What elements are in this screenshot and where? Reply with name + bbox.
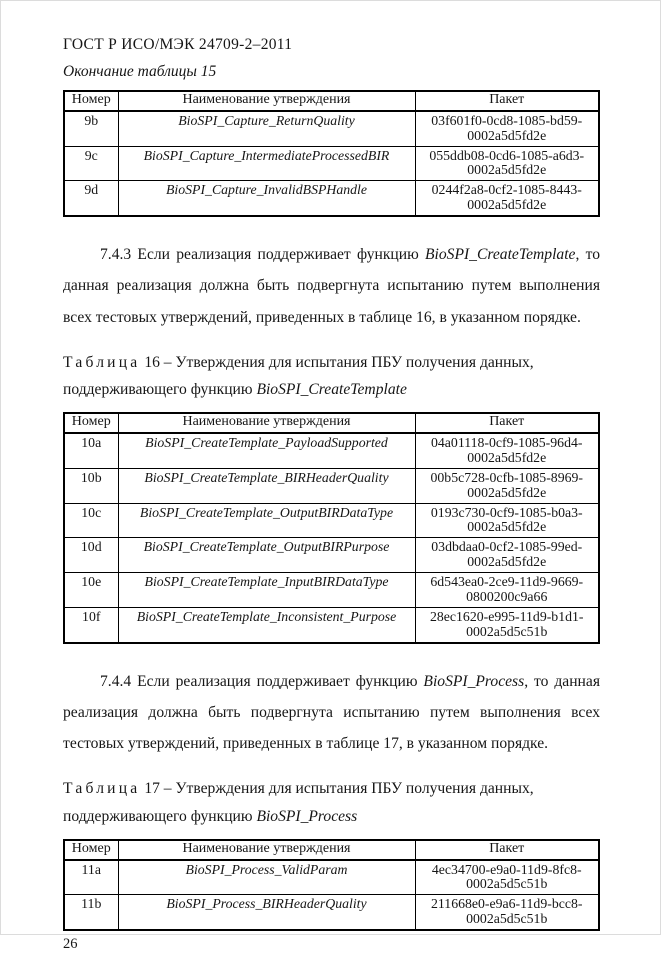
paragraph-text: , то данная реализация должна быть подвергнута испытанию путем выполнения всех тестовых утверждений, приведенных в таблице 17, в указанном порядке. bbox=[63, 672, 600, 753]
function-name-italic: BioSPI_Process bbox=[256, 808, 358, 825]
packet-line-1: 6d543ea0-2ce9-11d9-9669- bbox=[430, 574, 584, 590]
paragraph-7-4-4 bbox=[63, 666, 600, 760]
row-number-cell: 9c bbox=[64, 146, 118, 181]
column-header-name: Наименование утверждения bbox=[118, 91, 415, 111]
column-header-name: Наименование утверждения bbox=[118, 413, 415, 433]
packet-line-1: 211668e0-e9a6-11d9-bcc8- bbox=[431, 896, 583, 912]
table-row bbox=[64, 860, 599, 895]
column-header-packet: Пакет bbox=[415, 91, 599, 111]
table-header-row bbox=[64, 413, 599, 433]
row-number-cell: 10c bbox=[64, 503, 118, 538]
packet-line-1: 055ddb08-0cd6-1085-a6d3- bbox=[429, 147, 585, 163]
page-content bbox=[1, 1, 660, 953]
paragraph-text: , то данная реализация должна быть подвергнута испытанию путем выполнения всех тестовых утверждений, приведенных в таблице 16, в указанном порядке. bbox=[63, 246, 601, 326]
table-16-caption bbox=[63, 349, 600, 405]
row-number-cell: 10b bbox=[64, 468, 118, 503]
table-row bbox=[64, 181, 599, 216]
packet-line-2: 0002a5d5fd2e bbox=[467, 449, 547, 465]
row-number-cell: 11a bbox=[64, 860, 118, 895]
column-header-number: Номер bbox=[64, 413, 118, 433]
packet-line-2: 0002a5d5fd2e bbox=[467, 554, 547, 570]
caption-word-table: Таблица bbox=[63, 780, 141, 798]
paragraph-text: 7.4.4 Если реализация поддерживает функцию bbox=[100, 672, 424, 690]
packet-cell bbox=[415, 860, 599, 895]
column-header-packet: Пакет bbox=[415, 413, 599, 433]
packet-cell bbox=[415, 433, 599, 468]
assertion-name-cell: BioSPI_CreateTemplate_BIRHeaderQuality bbox=[118, 468, 415, 503]
packet-line-2: 0002a5d5fd2e bbox=[467, 519, 547, 535]
packet-cell bbox=[415, 895, 599, 930]
packet-line-1: 0244f2a8-0cf2-1085-8443- bbox=[431, 182, 582, 198]
function-name-italic: BioSPI_CreateTemplate bbox=[425, 246, 576, 264]
table-15-continuation-label: Окончание таблицы 15 bbox=[63, 63, 217, 80]
table-row bbox=[64, 146, 599, 181]
row-number-cell: 10d bbox=[64, 538, 118, 573]
table-row bbox=[64, 573, 599, 608]
column-header-number: Номер bbox=[64, 840, 118, 860]
packet-line-2: 0002a5d5c51b bbox=[466, 876, 548, 892]
table-row bbox=[64, 895, 599, 930]
assertion-name-cell: BioSPI_CreateTemplate_Inconsistent_Purpose bbox=[118, 607, 415, 642]
packet-line-2: 0002a5d5c51b bbox=[466, 623, 548, 639]
row-number-cell: 10f bbox=[64, 607, 118, 642]
assertion-name-cell: BioSPI_CreateTemplate_OutputBIRDataType bbox=[118, 503, 415, 538]
assertion-table-16 bbox=[63, 412, 600, 643]
packet-cell bbox=[415, 468, 599, 503]
row-number-cell: 11b bbox=[64, 895, 118, 930]
row-number-cell: 9b bbox=[64, 111, 118, 146]
packet-line-1: 04a01118-0cf9-1085-96d4- bbox=[431, 435, 583, 450]
table-row bbox=[64, 468, 599, 503]
packet-line-1: 03f601f0-0cd8-1085-bd59- bbox=[431, 112, 583, 128]
assertion-table-15 bbox=[63, 90, 600, 217]
table-header-row bbox=[64, 840, 599, 860]
assertion-table-17 bbox=[63, 839, 600, 931]
row-number-cell: 9d bbox=[64, 181, 118, 216]
packet-line-2: 0002a5d5fd2e bbox=[467, 162, 547, 178]
table-row bbox=[64, 111, 599, 146]
caption-text: 16 – Утверждения для испытания ПБУ получения данных, поддерживающего функцию bbox=[63, 353, 534, 399]
packet-cell bbox=[415, 573, 599, 608]
caption-word-table: Таблица bbox=[63, 353, 141, 371]
packet-line-1: 28ec1620-e995-11d9-b1d1- bbox=[429, 608, 584, 624]
column-header-name: Наименование утверждения bbox=[118, 840, 415, 860]
packet-line-2: 0002a5d5fd2e bbox=[467, 127, 547, 143]
packet-cell bbox=[415, 538, 599, 573]
table-header-row bbox=[64, 91, 599, 111]
function-name-italic: BioSPI_CreateTemplate bbox=[256, 381, 407, 399]
row-number-cell: 10a bbox=[64, 433, 118, 468]
table-row bbox=[64, 433, 599, 468]
row-number-cell: 10e bbox=[64, 573, 118, 608]
assertion-name-cell: BioSPI_CreateTemplate_PayloadSupported bbox=[118, 433, 415, 468]
table-17-caption bbox=[63, 775, 600, 831]
packet-line-1: 4ec34700-e9a0-11d9-8fc8- bbox=[431, 861, 582, 877]
packet-cell bbox=[415, 181, 599, 216]
packet-line-2: 0002a5d5fd2e bbox=[467, 484, 547, 500]
caption-text: 17 – Утверждения для испытания ПБУ получения данных, поддерживающего функцию bbox=[63, 780, 534, 825]
table-row bbox=[64, 607, 599, 642]
paragraph-7-4-3 bbox=[63, 239, 600, 333]
packet-line-2: 0002a5d5fd2e bbox=[467, 197, 547, 213]
document-code: ГОСТ Р ИСО/МЭК 24709-2–2011 bbox=[63, 36, 293, 53]
assertion-name-cell: BioSPI_Capture_ReturnQuality bbox=[118, 111, 415, 146]
assertion-name-cell: BioSPI_Process_ValidParam bbox=[118, 860, 415, 895]
packet-line-1: 00b5c728-0cfb-1085-8969- bbox=[430, 469, 583, 485]
column-header-packet: Пакет bbox=[415, 840, 599, 860]
table-row bbox=[64, 538, 599, 573]
packet-cell bbox=[415, 503, 599, 538]
packet-line-1: 0193c730-0cf9-1085-b0a3- bbox=[430, 504, 583, 520]
assertion-name-cell: BioSPI_CreateTemplate_OutputBIRPurpose bbox=[118, 538, 415, 573]
paragraph-text: 7.4.3 Если реализация поддерживает функцию bbox=[100, 246, 426, 264]
assertion-name-cell: BioSPI_Process_BIRHeaderQuality bbox=[118, 895, 415, 930]
table-row bbox=[64, 503, 599, 538]
function-name-italic: BioSPI_Process bbox=[423, 672, 525, 690]
page-number: 26 bbox=[63, 936, 78, 953]
packet-line-2: 0002a5d5c51b bbox=[466, 911, 548, 927]
column-header-number: Номер bbox=[64, 91, 118, 111]
packet-cell bbox=[415, 146, 599, 181]
packet-line-1: 03dbdaa0-0cf2-1085-99ed- bbox=[431, 539, 583, 555]
packet-line-2: 0800200c9a66 bbox=[466, 589, 548, 605]
assertion-name-cell: BioSPI_Capture_InvalidBSPHandle bbox=[118, 181, 415, 216]
assertion-name-cell: BioSPI_CreateTemplate_InputBIRDataType bbox=[118, 573, 415, 608]
packet-cell bbox=[415, 607, 599, 642]
assertion-name-cell: BioSPI_Capture_IntermediateProcessedBIR bbox=[118, 146, 415, 181]
packet-cell bbox=[415, 111, 599, 146]
